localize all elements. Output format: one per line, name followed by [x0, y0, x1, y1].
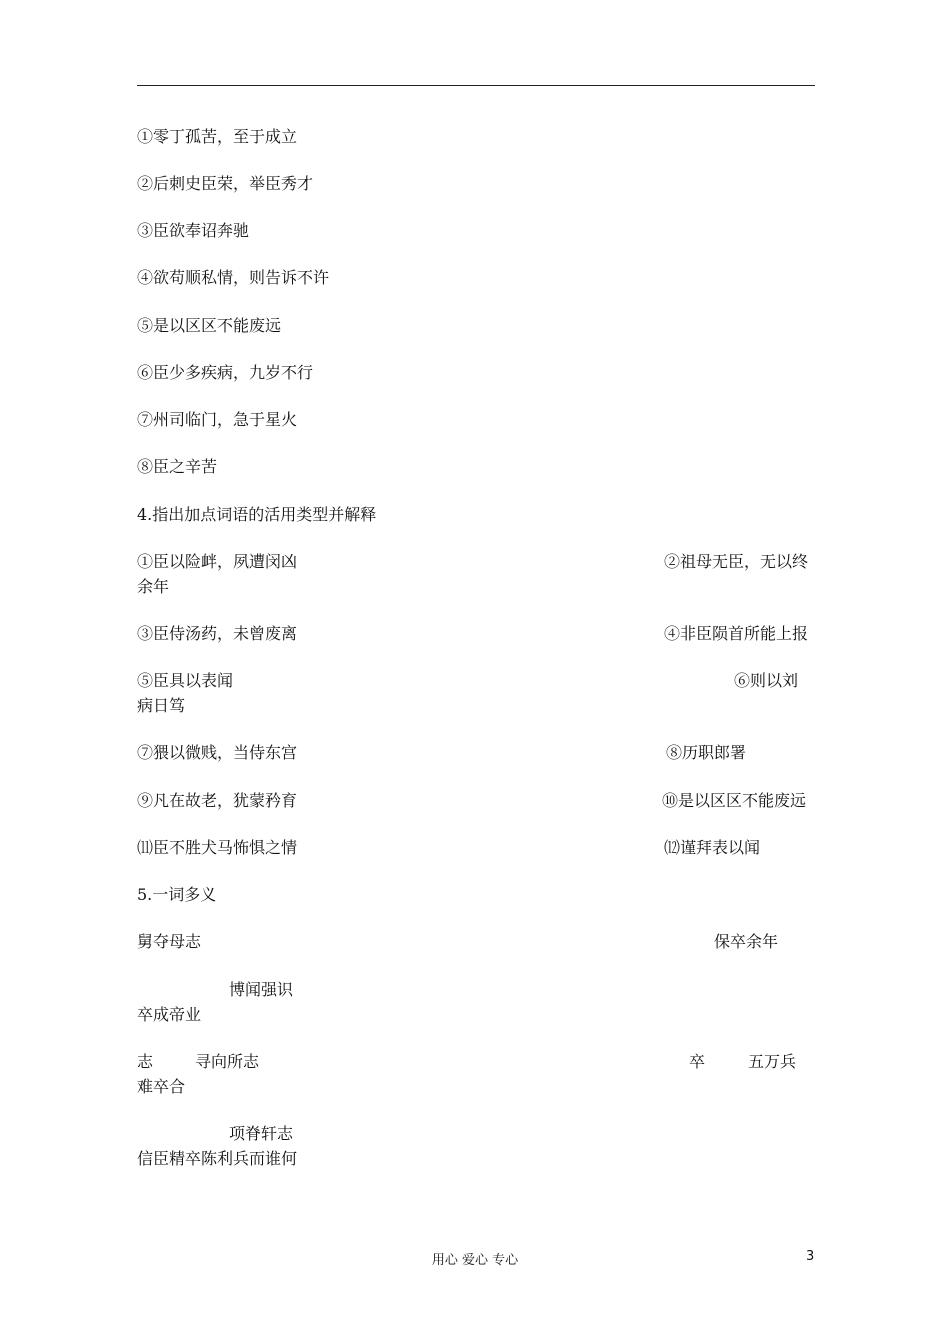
q5-line3-word2: 卒 — [689, 1052, 706, 1071]
q5-line1-left: 舅夺母志 — [137, 932, 202, 951]
q4-item-right: ⑥则以刘 — [734, 671, 799, 690]
q4-heading: 4.指出加点词语的活用类型并解释 — [137, 505, 377, 524]
q4-item-right: ⑿谨拜表以闻 — [664, 838, 761, 857]
q5-line3-word: 志 — [137, 1052, 154, 1071]
q5-line2-cont: 卒成帝业 — [137, 1005, 202, 1024]
q3-item-8: ⑧臣之辛苦 — [137, 457, 218, 476]
q4-item-left: ⑨凡在故老，犹蒙矜育 — [137, 791, 298, 810]
q5-line4-cont: 信臣精卒陈利兵而谁何 — [137, 1149, 298, 1168]
q4-item-right: ②祖母无臣，无以终 — [664, 552, 809, 571]
q4-item-cont: 病日笃 — [137, 696, 186, 715]
q3-item-1: ①零丁孤苦，至于成立 — [137, 127, 298, 146]
page-number: 3 — [806, 1249, 815, 1264]
q4-item-left: ⑤臣具以表闻 — [137, 671, 234, 690]
footer-text: 用心 爱心 专心 — [431, 1253, 519, 1268]
q5-line2-indent: 博闻强识 — [229, 980, 294, 999]
header-rule — [137, 85, 815, 86]
q4-item-right: ⑧历职郎署 — [666, 743, 747, 762]
q3-item-4: ④欲苟顺私情，则告诉不许 — [137, 268, 330, 287]
q5-heading: 5.一词多义 — [137, 885, 217, 904]
q3-item-3: ③臣欲奉诏奔驰 — [137, 221, 250, 240]
q5-line1-right: 保卒余年 — [714, 932, 779, 951]
q3-item-7: ⑦州司临门，急于星火 — [137, 410, 298, 429]
q5-line3-right: 五万兵 — [748, 1052, 797, 1071]
q5-line3-mid: 寻向所志 — [195, 1052, 260, 1071]
q3-item-6: ⑥臣少多疾病，九岁不行 — [137, 363, 314, 382]
q4-item-left: ③臣侍汤药，未曾废离 — [137, 624, 298, 643]
q4-item-left: ①臣以险衅，夙遭闵凶 — [137, 552, 298, 571]
q4-item-cont: 余年 — [137, 577, 170, 596]
q4-item-left: ⑾臣不胜犬马怖惧之情 — [137, 838, 298, 857]
q4-item-left: ⑦猥以微贱，当侍东宫 — [137, 743, 298, 762]
q4-item-right: ⑩是以区区不能废远 — [662, 791, 807, 810]
q3-item-2: ②后刺史臣荣，举臣秀才 — [137, 174, 314, 193]
q4-item-right: ④非臣陨首所能上报 — [664, 624, 809, 643]
q5-line4-indent: 项脊轩志 — [229, 1124, 294, 1143]
q3-item-5: ⑤是以区区不能废远 — [137, 316, 282, 335]
q5-line3-cont: 难卒合 — [137, 1077, 186, 1096]
